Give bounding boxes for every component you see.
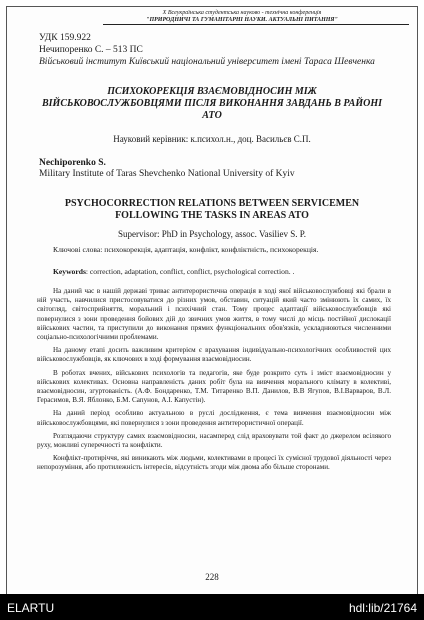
institute-en: Military Institute of Taras Shevchenko National University of Kyiv xyxy=(39,169,295,179)
supervisor-ua: Науковий керівник: к.психол.н., доц. Васильєв С.П. xyxy=(113,134,311,144)
paragraph: На даний період особливо актуальною в руслі дослідження, є тема вивчення взаємовідносин між військовослужбовцями, які повернулися з зони проведення антитерористичної операції. xyxy=(37,409,391,427)
repository-footer xyxy=(0,594,424,620)
page-number: 228 xyxy=(205,572,219,582)
conference-line-2: "ПРИРОДНИЧІ ТА ГУМАНІТАРНІ НАУКИ. АКТУАЛЬНІ ПИТАННЯ" xyxy=(146,17,338,23)
udk-code: УДК 159.922 xyxy=(39,33,91,43)
author-en: Nechiporenko S. xyxy=(39,158,106,168)
body-text xyxy=(37,287,391,477)
handle-link[interactable]: hdl:lib/21764 xyxy=(348,601,417,615)
title-ua: ПСИХОКОРЕКЦІЯ ВЗАЄМОВІДНОСИН МІЖ ВІЙСЬКОВОСЛУЖБОВЦЯМИ ПІСЛЯ ВИКОНАННЯ ЗАВДАНЬ В РАЙОНІ АТО xyxy=(41,86,383,121)
institute-ua: Військовий інститут Київський національний університет імені Тараса Шевченка xyxy=(39,57,375,67)
paragraph: На даному етапі досить важливим критерієм є врахування індивідуально-психологічних особливостей цих військовослужбовців, як ключових в ході формування взаємовідносин. xyxy=(37,346,391,364)
header-rule xyxy=(103,24,409,25)
paragraph: В роботах вчених, військових психологів та педагогів, яке буде розкрито суть і зміст взаємовідносин у військових колективах. Основна направленість даних робіт була на вивчення морального клімату в колективі, взаємовідносин, згуртованість. (А.Ф. Бондаренко, Т.М. Титаренко В.П. Данилов, В.В Ягупов, В.І.Варваров, В.Л. Герасимов, В.Я. Яблонко, Б.М. Сапунов, А.І. Капустін). xyxy=(37,368,391,405)
keywords-en-text: : correction, adaptation, conflict, conflict, psychological correction. . xyxy=(85,267,295,276)
author-ua: Нечипоренко С. – 513 ПС xyxy=(39,45,143,55)
title-en: PSYCHOCORRECTION RELATIONS BETWEEN SERVICEMEN FOLLOWING THE TASKS IN AREAS ATO xyxy=(64,198,360,221)
keywords-en-label: Keywords xyxy=(53,267,86,276)
paragraph: Конфлікт-протиріччя, які виникають між людьми, колективами в процесі їх сумісної трудової діяльності через непорозуміння, або протилежність інтересів, відсутність згоди між двома або більше сторонами. xyxy=(37,454,391,472)
conference-line-1: Х Всеукраїнська студентська науково - технічна конференція xyxy=(162,10,322,16)
supervisor-en: Supervisor: PhD in Psychology, assoc. Vasiliev S. P. xyxy=(117,229,306,239)
paragraph: На даний час в нашій державі триває антитерористична операція в ході якої військовослужбовці які брали в ній участь, навчилися пристосовуватися до різних умов, обставин, ситуацій який часто змінюють їх самих, їх світогляд, світосприйняття, моральний і психічний стан. Тому процес адаптації військовослужбовців які повернулися з зони проведення бойових дій до звичних умов життя, в тому числі до місць постійної дислокації військових частин, та приступили до виконання прямих функціональних обов'язків, ускладнюються численними соціально-психологічними проблемами. xyxy=(37,287,391,342)
document-page xyxy=(6,6,418,596)
keywords-en xyxy=(37,267,391,277)
conference-header xyxy=(117,10,367,24)
keywords-ua: Ключові слова: психокорекція, адаптація, конфлікт, конфліктність, психокорекція. xyxy=(53,245,319,254)
paragraph: Розглядаючи структуру самих взаємовідносин, насамперед слід враховувати той факт до джерелом всілякого руху, можливі суперечності та конфлікти. xyxy=(37,431,391,450)
repository-name: ELARTU xyxy=(7,601,55,615)
